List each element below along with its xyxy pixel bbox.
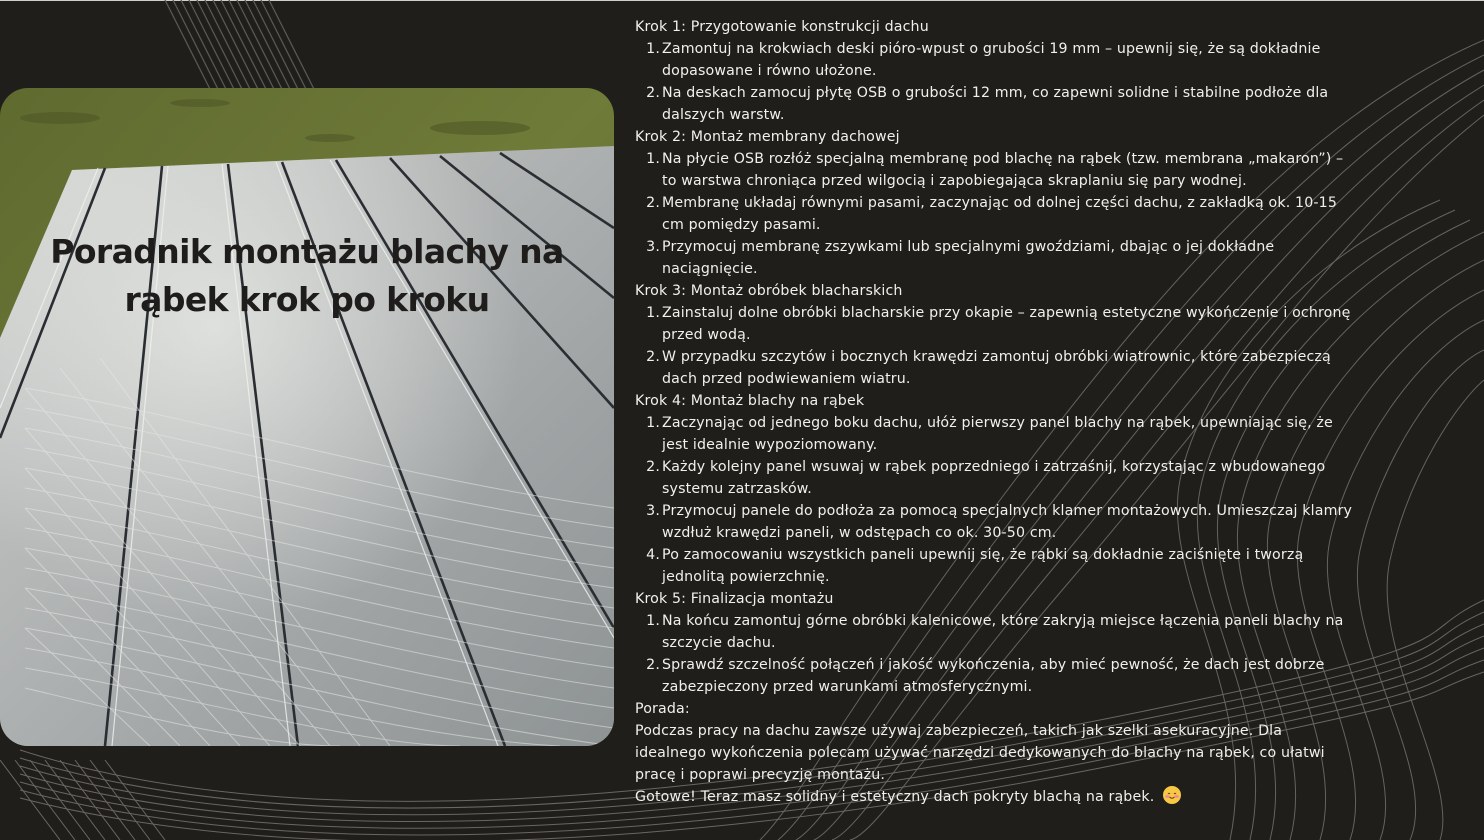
- list-item: [635, 346, 1435, 390]
- item-line: cm pomiędzy pasami.: [662, 217, 821, 233]
- step-heading: Krok 4: Montaż blachy na rąbek: [635, 393, 865, 409]
- instructions: [635, 16, 1435, 808]
- item-line: jednolitą powierzchnię.: [662, 569, 830, 585]
- step-3: [635, 280, 1435, 390]
- tip-label: Porada:: [635, 701, 690, 717]
- item-line: Sprawdź szczelność połączeń i jakość wykończenia, aby mieć pewność, że dach jest dobrze: [662, 657, 1325, 673]
- slide-title: Poradnik montażu blachy na rąbek krok po kroku: [50, 232, 564, 319]
- item-line: dopasowane i równo ułożone.: [662, 63, 877, 79]
- item-line: Zaczynając od jednego boku dachu, ułóż pierwszy panel blachy na rąbek, upewniając się, że: [662, 415, 1333, 431]
- list-item: [635, 192, 1435, 236]
- item-line: Membranę układaj równymi pasami, zaczynając od dolnej części dachu, z zakładką ok. 10-15: [662, 195, 1338, 211]
- step-2: [635, 126, 1435, 280]
- item-line: przed wodą.: [662, 327, 751, 343]
- step-5: [635, 588, 1435, 698]
- closing-text: Gotowe! Teraz masz solidny i estetyczny dach pokryty blachą na rąbek.: [635, 789, 1155, 805]
- list-item: [635, 412, 1435, 456]
- item-line: szczycie dachu.: [662, 635, 776, 651]
- item-number: 4.: [646, 547, 660, 563]
- step-1: [635, 16, 1435, 126]
- item-line: Przymocuj membranę zszywkami lub specjalnymi gwoździami, dbając o jej dokładne: [662, 239, 1275, 255]
- list-item: [635, 654, 1435, 698]
- item-line: to warstwa chroniąca przed wilgocią i zapobiegająca skraplaniu się pary wodnej.: [662, 173, 1247, 189]
- item-line: Po zamocowaniu wszystkich paneli upewnij się, że rąbki są dokładnie zaciśnięte i tworzą: [662, 547, 1304, 563]
- item-number: 3.: [646, 503, 660, 519]
- item-number: 2.: [646, 657, 660, 673]
- item-number: 1.: [646, 613, 660, 629]
- photo-roof-image: [0, 88, 614, 746]
- item-number: 1.: [646, 305, 660, 321]
- list-item: [635, 236, 1435, 280]
- item-line: wzdłuż krawędzi paneli, w odstępach co ok. 30-50 cm.: [662, 525, 1057, 541]
- list-item: [635, 38, 1435, 82]
- item-line: Przymocuj panele do podłoża za pomocą specjalnych klamer montażowych. Umieszczaj klamry: [662, 503, 1353, 519]
- item-line: Na płycie OSB rozłóż specjalną membranę pod blachę na rąbek (tzw. membrana „makaron”) –: [662, 151, 1344, 167]
- item-line: Zamontuj na krokwiach deski pióro-wpust o grubości 19 mm – upewnij się, że są dokładnie: [662, 41, 1321, 57]
- step-heading: Krok 3: Montaż obróbek blacharskich: [635, 283, 903, 299]
- item-number: 1.: [646, 41, 660, 57]
- list-item: [635, 544, 1435, 588]
- step-heading: Krok 1: Przygotowanie konstrukcji dachu: [635, 19, 929, 35]
- item-number: 2.: [646, 349, 660, 365]
- list-item: [635, 610, 1435, 654]
- list-item: [635, 500, 1435, 544]
- item-number: 1.: [646, 151, 660, 167]
- closing-line: [635, 786, 1435, 808]
- tip-line: Podczas pracy na dachu zawsze używaj zabezpieczeń, takich jak szelki asekuracyjne. Dla: [635, 723, 1283, 739]
- item-line: Na końcu zamontuj górne obróbki kalenicowe, które zakryją miejsce łączenia paneli blachy na: [662, 613, 1344, 629]
- item-number: 3.: [646, 239, 660, 255]
- step-list: [635, 610, 1435, 698]
- step-heading: Krok 2: Montaż membrany dachowej: [635, 129, 900, 145]
- smiling-face-with-smiling-eyes-icon: [1163, 786, 1181, 804]
- item-number: 2.: [646, 459, 660, 475]
- item-line: Każdy kolejny panel wsuwaj w rąbek poprzedniego i zatrzaśnij, korzystając z wbudowanego: [662, 459, 1326, 475]
- tip-line: idealnego wykończenia polecam używać narzędzi dedykowanych do blachy na rąbek, co ułatwi: [635, 745, 1325, 761]
- step-list: [635, 38, 1435, 126]
- step-4: [635, 390, 1435, 588]
- item-number: 2.: [646, 85, 660, 101]
- tip-line: pracę i poprawi precyzję montażu.: [635, 767, 886, 783]
- item-line: dalszych warstw.: [662, 107, 785, 123]
- tip-section: [635, 698, 1435, 786]
- item-line: systemu zatrzasków.: [662, 481, 812, 497]
- step-list: [635, 148, 1435, 280]
- item-line: dach przed podwiewaniem wiatru.: [662, 371, 911, 387]
- item-line: Zainstaluj dolne obróbki blacharskie przy okapie – zapewnią estetyczne wykończenie i ochronę: [662, 305, 1351, 321]
- step-list: [635, 302, 1435, 390]
- list-item: [635, 148, 1435, 192]
- step-list: [635, 412, 1435, 588]
- item-line: Na deskach zamocuj płytę OSB o grubości 12 mm, co zapewni solidne i stabilne podłoże dla: [662, 85, 1329, 101]
- item-line: jest idealnie wypoziomowany.: [662, 437, 878, 453]
- list-item: [635, 456, 1435, 500]
- list-item: [635, 302, 1435, 346]
- item-line: zabezpieczony przed warunkami atmosferycznymi.: [662, 679, 1033, 695]
- item-number: 1.: [646, 415, 660, 431]
- item-line: naciągnięcie.: [662, 261, 758, 277]
- roof-photo: [0, 88, 614, 746]
- item-number: 2.: [646, 195, 660, 211]
- list-item: [635, 82, 1435, 126]
- step-heading: Krok 5: Finalizacja montażu: [635, 591, 834, 607]
- item-line: W przypadku szczytów i bocznych krawędzi zamontuj obróbki wiatrownic, które zabezpieczą: [662, 349, 1331, 365]
